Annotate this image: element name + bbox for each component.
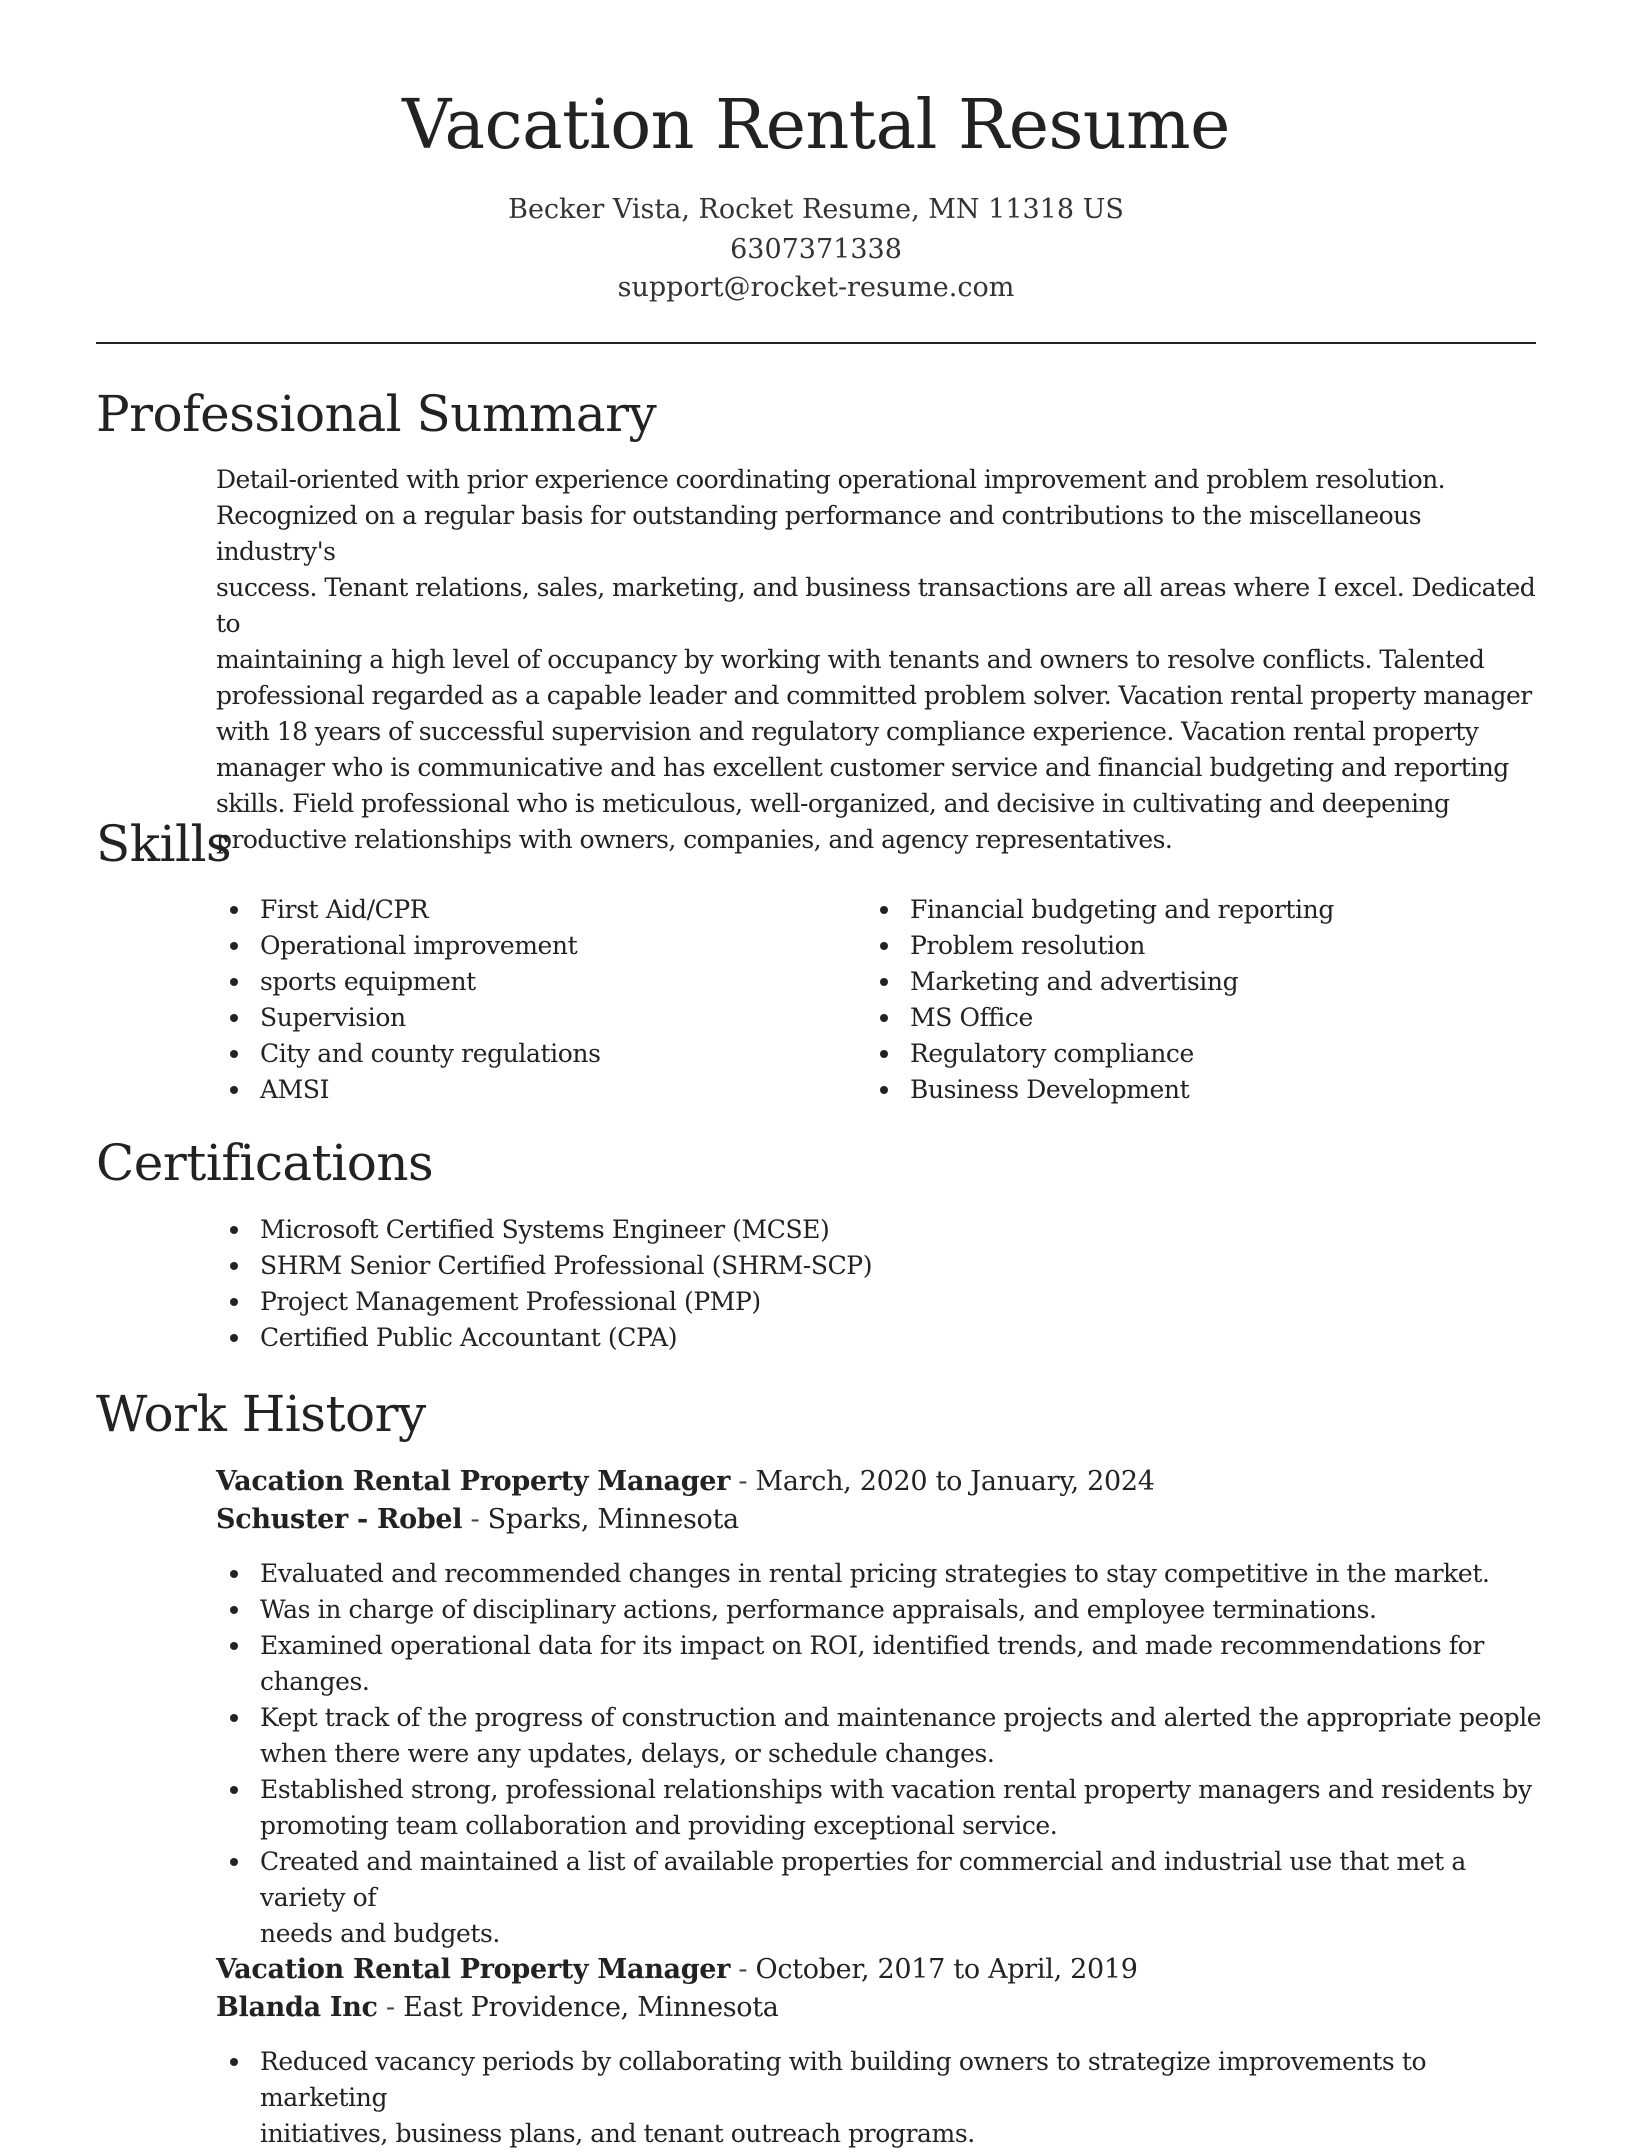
skill-item: Regulatory compliance: [866, 1036, 1506, 1072]
job-company: Blanda Inc: [216, 1992, 378, 2023]
duty-line: promoting team collaboration and providing exceptional service.: [260, 1811, 1058, 1840]
header-divider: [96, 342, 1536, 344]
job-dates: March, 2020 to January, 2024: [755, 1466, 1155, 1497]
skills-list-left: [216, 892, 856, 1108]
summary-line: Recognized on a regular basis for outstanding performance and contributions to the miscellaneous industry's: [216, 501, 1422, 566]
job-duty: [216, 1592, 1546, 1628]
contact-email: support@rocket-resume.com: [617, 272, 1015, 303]
skill-item: Business Development: [866, 1072, 1506, 1108]
summary-line: maintaining a high level of occupancy by working with tenants and owners to resolve conflicts. Talented: [216, 645, 1485, 674]
job-duty: [216, 2044, 1546, 2152]
job-company-line: Blanda Inc - East Providence, Minnesota: [216, 1992, 779, 2023]
resume-title: Vacation Rental Resume: [402, 86, 1230, 165]
duty-line: needs and budgets.: [260, 1919, 500, 1948]
job-company-line: Schuster - Robel - Sparks, Minnesota: [216, 1504, 739, 1535]
summary-line: skills. Field professional who is meticulous, well-organized, and decisive in cultivating and deepening: [216, 789, 1450, 818]
job-title-line: Vacation Rental Property Manager - March, 2020 to January, 2024: [216, 1466, 1155, 1497]
duty-line: Reduced vacancy periods by collaborating with building owners to strategize improvements to marketing: [260, 2047, 1427, 2112]
job-role: Vacation Rental Property Manager: [216, 1466, 731, 1497]
job-title-line: Vacation Rental Property Manager - October, 2017 to April, 2019: [216, 1954, 1138, 1985]
contact-address: Becker Vista, Rocket Resume, MN 11318 US: [508, 194, 1124, 225]
summary-line: professional regarded as a capable leader and committed problem solver. Vacation rental property manager: [216, 681, 1532, 710]
certification-item: SHRM Senior Certified Professional (SHRM-SCP): [216, 1248, 1516, 1284]
duty-line: Examined operational data for its impact on ROI, identified trends, and made recommendations for: [260, 1631, 1484, 1660]
certifications-list: [216, 1212, 1516, 1356]
skill-item: MS Office: [866, 1000, 1506, 1036]
summary-heading: Professional Summary: [96, 385, 657, 443]
summary-line: Detail-oriented with prior experience coordinating operational improvement and problem resolution.: [216, 465, 1446, 494]
job-dates: October, 2017 to April, 2019: [755, 1954, 1138, 1985]
job-location: East Providence, Minnesota: [403, 1992, 779, 2023]
job-duty: [216, 1772, 1546, 1844]
skills-list-right: [866, 892, 1506, 1108]
job-role: Vacation Rental Property Manager: [216, 1954, 731, 1985]
duty-line: changes.: [260, 1667, 370, 1696]
certification-item: Microsoft Certified Systems Engineer (MCSE): [216, 1212, 1516, 1248]
duty-line: Established strong, professional relationships with vacation rental property managers and residents by: [260, 1775, 1532, 1804]
job-duties-list: [216, 1556, 1546, 1952]
skill-item: AMSI: [216, 1072, 856, 1108]
duty-line: Was in charge of disciplinary actions, performance appraisals, and employee terminations.: [260, 1595, 1377, 1624]
job-company: Schuster - Robel: [216, 1504, 463, 1535]
summary-line: manager who is communicative and has excellent customer service and financial budgeting and reporting: [216, 753, 1509, 782]
skill-item: Problem resolution: [866, 928, 1506, 964]
job-duty: [216, 1844, 1546, 1952]
summary-line: with 18 years of successful supervision and regulatory compliance experience. Vacation rental property: [216, 717, 1479, 746]
skill-item: Operational improvement: [216, 928, 856, 964]
work-history-heading: Work History: [96, 1385, 426, 1443]
summary-text: [216, 462, 1546, 858]
duty-line: Evaluated and recommended changes in rental pricing strategies to stay competitive in the market.: [260, 1559, 1490, 1588]
job-duty: [216, 1628, 1546, 1700]
skill-item: Financial budgeting and reporting: [866, 892, 1506, 928]
certification-item: Certified Public Accountant (CPA): [216, 1320, 1516, 1356]
certification-item: Project Management Professional (PMP): [216, 1284, 1516, 1320]
duty-line: initiatives, business plans, and tenant outreach programs.: [260, 2119, 975, 2148]
skill-item: City and county regulations: [216, 1036, 856, 1072]
duty-line: Created and maintained a list of available properties for commercial and industrial use that met a variety of: [260, 1847, 1466, 1912]
skills-heading: Skills: [96, 815, 232, 873]
skill-item: Marketing and advertising: [866, 964, 1506, 1000]
skill-item: sports equipment: [216, 964, 856, 1000]
job-duty: [216, 1700, 1546, 1772]
summary-line: productive relationships with owners, companies, and agency representatives.: [216, 825, 1173, 854]
job-location: Sparks, Minnesota: [487, 1504, 739, 1535]
skill-item: First Aid/CPR: [216, 892, 856, 928]
certifications-heading: Certifications: [96, 1134, 434, 1192]
duty-line: when there were any updates, delays, or schedule changes.: [260, 1739, 995, 1768]
duty-line: Kept track of the progress of construction and maintenance projects and alerted the appropriate people: [260, 1703, 1542, 1732]
skill-item: Supervision: [216, 1000, 856, 1036]
job-duties-list: [216, 2044, 1546, 2152]
contact-phone: 6307371338: [730, 234, 902, 265]
summary-line: success. Tenant relations, sales, marketing, and business transactions are all areas where I excel. Dedicated to: [216, 573, 1536, 638]
job-duty: [216, 1556, 1546, 1592]
